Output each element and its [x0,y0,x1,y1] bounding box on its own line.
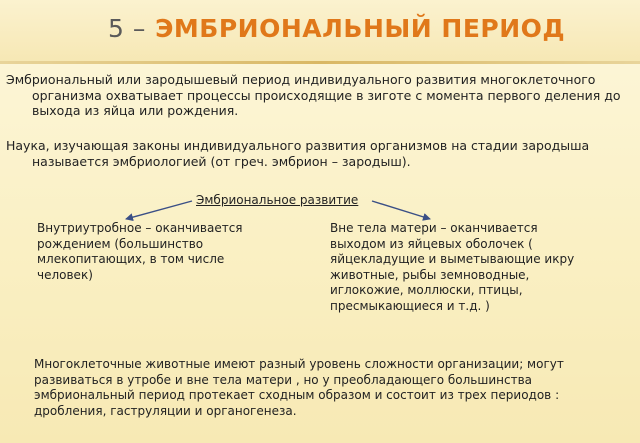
summary-paragraph: Многоклеточные животные имеют разный уровень сложности организации; могут развиваться в утробе и вне тела матери , но у преобладающего большинства эмбриональный период протекает сходным образом и состоит из трех периодов : дробления, гаструляции и органогенеза. [34,357,564,418]
title-text: ЭМБРИОНАЛЬНЫЙ ПЕРИОД [155,14,566,43]
diagram-center-label: Эмбриональное развитие [196,193,359,207]
extrauterine-branch: Вне тела матери – оканчивается выходом из яйцевых оболочек ( яйцекладущие и выметывающие икру животные, рыбы земноводные, иглокожие, моллюски, птицы, пресмыкающиеся и т.д. ) [330,221,575,313]
arrow-right [372,201,430,219]
definition-paragraph: Эмбриональный или зародышевый период индивидуального развития многоклеточного организма охватывает процессы происходящие в зиготе с момента первого деления до выхода из яйца или рождения. [6,72,621,118]
arrow-left [126,201,192,219]
embryology-paragraph: Наука, изучающая законы индивидуального развития организмов на стадии зародыша называется эмбриологией (от греч. эмбрион – зародыш). [6,138,590,169]
intrauterine-branch: Внутриутробное – оканчивается рождением (большинство млекопитающих, в том числе человек) [37,221,243,282]
title-number: 5 – [108,14,146,43]
